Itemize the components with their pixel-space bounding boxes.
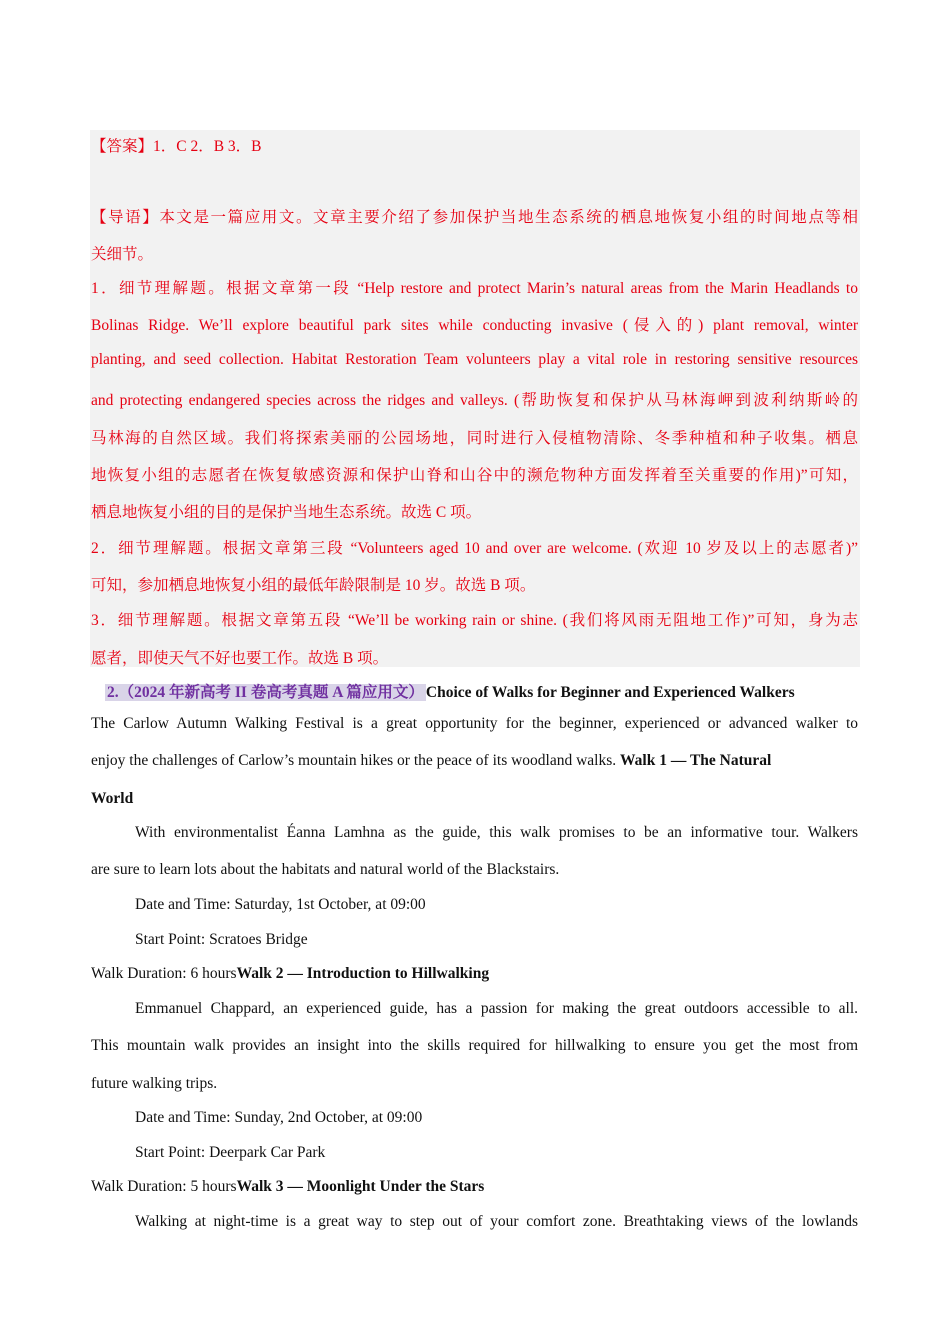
explanation-3-line-2: 愿者，即使天气不好也要工作。故选 B 项。 bbox=[91, 650, 389, 667]
explanation-1-line-4: and protecting endangered species across the ridges and valleys. (帮助恢复和保护从马林海岬到波利纳斯岭的 bbox=[91, 392, 858, 409]
walk-1-desc-line-2: are sure to learn lots about the habitats and natural world of the Blackstairs. bbox=[91, 861, 560, 878]
passage-intro-line-1: The Carlow Autumn Walking Festival is a great opportunity for the beginner, experienced or advanced walker to bbox=[91, 715, 858, 732]
walk-1-date: Date and Time: Saturday, 1st October, at 09:00 bbox=[135, 896, 426, 913]
walk-2-desc-line-2: This mountain walk provides an insight into the skills required for hillwalking to ensure you get the most from bbox=[91, 1037, 858, 1054]
explanation-3-line-1: 3．细节理解题。根据文章第五段 “We’ll be working rain or shine. (我们将风雨无阻地工作)”可知，身为志 bbox=[91, 612, 858, 629]
walk-1-heading-continued bbox=[91, 790, 133, 808]
explanation-2-line-2: 可知，参加栖息地恢复小组的最低年龄限制是 10 岁。故选 B 项。 bbox=[91, 577, 536, 594]
walk-2-date: Date and Time: Sunday, 2nd October, at 09:00 bbox=[135, 1109, 423, 1126]
walk-1-duration-row bbox=[91, 965, 489, 983]
walk-1-desc-line-1: With environmentalist Éanna Lamhna as the guide, this walk promises to be an informative tour. Walkers bbox=[135, 824, 858, 841]
intro-line-2: 关细节。 bbox=[91, 246, 154, 263]
passage-intro-text: enjoy the challenges of Carlow’s mountain hikes or the peace of its woodland walks. bbox=[91, 752, 621, 769]
walk-2-desc-line-3: future walking trips. bbox=[91, 1075, 218, 1092]
walk-2-start: Start Point: Deerpark Car Park bbox=[135, 1144, 326, 1161]
explanation-1-line-3: planting, and seed collection. Habitat Restoration Team volunteers play a vital role in restoring sensitive resources bbox=[91, 351, 858, 368]
walk-3-heading: Walk 3 — Moonlight Under the Stars bbox=[236, 1178, 485, 1195]
walk-2-duration: Walk Duration: 5 hours bbox=[91, 1178, 237, 1195]
explanation-1-line-2: Bolinas Ridge. We’ll explore beautiful park sites while conducting invasive (侵入的) plant removal, winter bbox=[91, 317, 858, 334]
walk-1-heading-word: World bbox=[91, 790, 134, 807]
walk-1-duration: Walk Duration: 6 hours bbox=[91, 965, 237, 982]
walk-1-start: Start Point: Scratoes Bridge bbox=[135, 931, 308, 948]
passage-intro-line-2 bbox=[91, 752, 771, 770]
walk-3-desc-line-1: Walking at night-time is a great way to step out of your comfort zone. Breathtaking views of the lowlands bbox=[135, 1213, 858, 1230]
answer-line: 【答案】1．C 2．B 3．B bbox=[91, 138, 262, 155]
explanation-1-line-7: 栖息地恢复小组的目的是保护当地生态系统。故选 C 项。 bbox=[91, 504, 482, 521]
walk-2-heading: Walk 2 — Introduction to Hillwalking bbox=[236, 965, 490, 982]
walk-1-heading: Walk 1 — The Natural bbox=[620, 752, 772, 769]
walk-2-desc-line-1: Emmanuel Chappard, an experienced guide, has a passion for making the great outdoors accessible to all. bbox=[135, 1000, 858, 1017]
passage-title: Choice of Walks for Beginner and Experienced Walkers bbox=[425, 684, 795, 701]
walk-2-duration-row bbox=[91, 1178, 484, 1196]
explanation-2-line-1: 2．细节理解题。根据文章第三段 “Volunteers aged 10 and over are welcome. (欢迎 10 岁及以上的志愿者)” bbox=[91, 540, 858, 557]
question-source-tag: 2.（2024 年新高考 II 卷高考真题 A 篇应用文） bbox=[107, 684, 424, 701]
explanation-1-line-1: 1．细节理解题。根据文章第一段 “Help restore and protect Marin’s natural areas from the Marin Headlands to bbox=[91, 280, 858, 297]
question-header bbox=[105, 680, 795, 702]
explanation-1-line-5: 马林海的自然区域。我们将探索美丽的公园场地，同时进行入侵植物清除、冬季种植和种子收集。栖息 bbox=[91, 430, 858, 447]
intro-line-1: 【导语】本文是一篇应用文。文章主要介绍了参加保护当地生态系统的栖息地恢复小组的时间地点等相 bbox=[91, 209, 858, 226]
explanation-1-line-6: 地恢复小组的志愿者在恢复敏感资源和保护山脊和山谷中的濒危物种方面发挥着至关重要的作用)”可知， bbox=[91, 467, 858, 484]
